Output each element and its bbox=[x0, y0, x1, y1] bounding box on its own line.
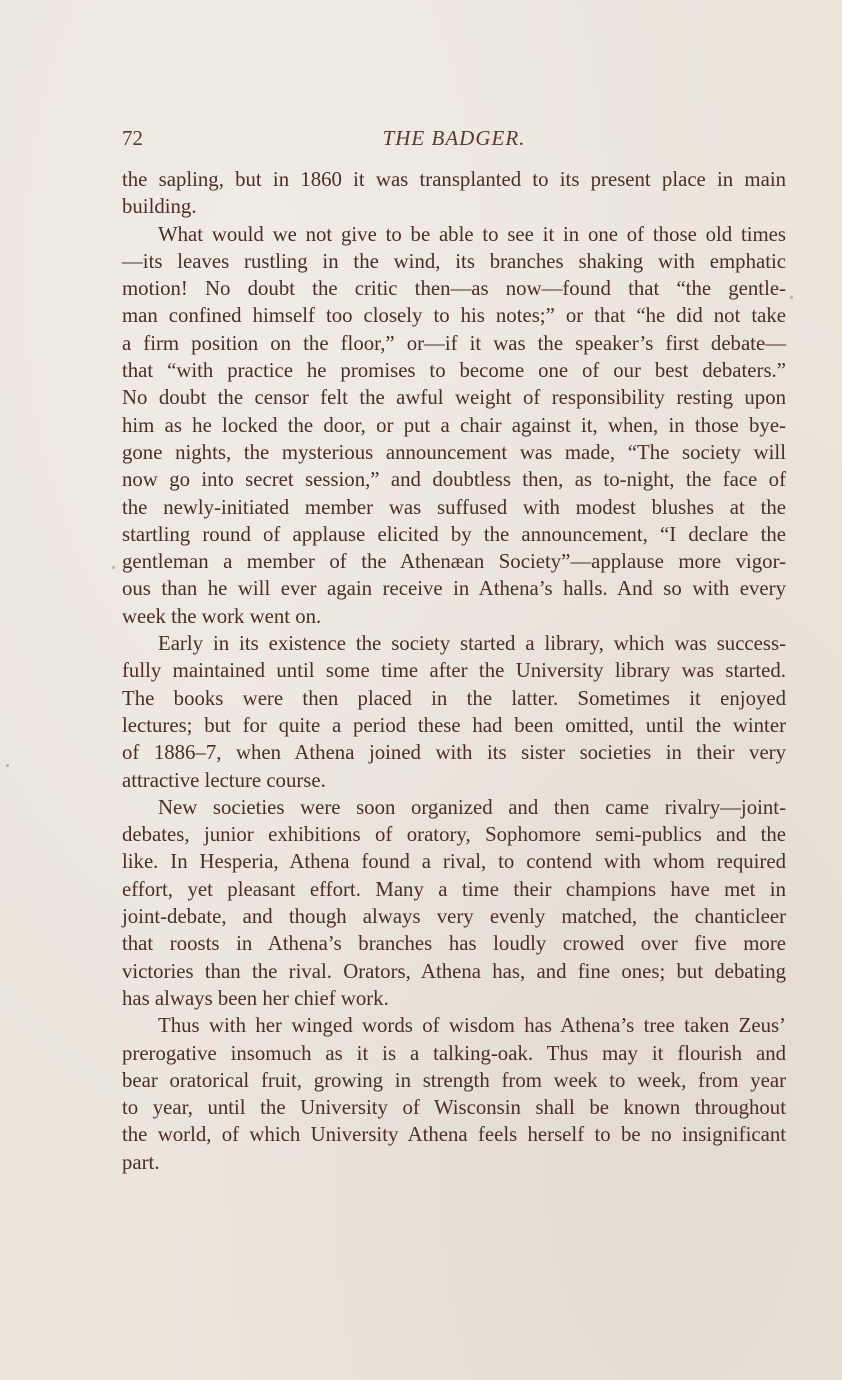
text-line: a firm position on the floor,” or—if it was the speaker’s first debate— bbox=[122, 331, 786, 355]
text-line: like. In Hesperia, Athena found a rival, to contend with whom required bbox=[122, 850, 786, 874]
text-line: building. bbox=[122, 195, 197, 219]
paragraph bbox=[122, 630, 786, 794]
text-line: man confined himself too closely to his notes;” or that “he did not take bbox=[122, 304, 786, 328]
running-title: THE BADGER. bbox=[382, 126, 526, 150]
paragraph bbox=[122, 166, 786, 221]
paragraph bbox=[122, 794, 786, 1012]
text-line: has always been her chief work. bbox=[122, 986, 389, 1010]
text-line: of 1886–7, when Athena joined with its sister societies in their very bbox=[122, 741, 786, 765]
body-text bbox=[122, 166, 786, 1176]
text-line: the sapling, but in 1860 it was transplanted to its present place in main bbox=[122, 168, 786, 191]
text-line: ous than he will ever again receive in Athena’s halls. And so with every bbox=[122, 577, 786, 601]
text-line: debates, junior exhibitions of oratory, Sophomore semi-publics and the bbox=[122, 823, 786, 847]
text-line: gone nights, the mysterious announcement was made, “The society will bbox=[122, 440, 786, 464]
text-line: to year, until the University of Wisconsin shall be known throughout bbox=[122, 1096, 786, 1120]
text-line: prerogative insomuch as it is a talking-oak. Thus may it flourish and bbox=[122, 1041, 786, 1065]
text-line: No doubt the censor felt the awful weight of responsibility resting upon bbox=[122, 386, 786, 410]
text-line: startling round of applause elicited by the announcement, “I declare the bbox=[122, 522, 786, 546]
text-line: attractive lecture course. bbox=[122, 768, 326, 792]
paper-speck bbox=[790, 296, 793, 299]
paper-speck bbox=[6, 764, 9, 767]
text-line: motion! No doubt the critic then—as now—found that “the gentle- bbox=[122, 277, 786, 301]
text-line: fully maintained until some time after the University library was started. bbox=[122, 659, 786, 683]
text-line: The books were then placed in the latter. Sometimes it enjoyed bbox=[122, 686, 786, 710]
text-line: Thus with her winged words of wisdom has Athena’s tree taken Zeus’ bbox=[158, 1014, 786, 1038]
text-line: the newly-initiated member was suffused with modest blushes at the bbox=[122, 495, 786, 519]
text-line: the world, of which University Athena feels herself to be no insignificant bbox=[122, 1123, 786, 1147]
text-line: now go into secret session,” and doubtless then, as to-night, the face of bbox=[122, 468, 786, 492]
paper-speck bbox=[112, 566, 115, 569]
text-line: that “with practice he promises to become one of our best debaters.” bbox=[122, 359, 786, 383]
text-line: effort, yet pleasant effort. Many a time their champions have met in bbox=[122, 877, 786, 901]
text-line: victories than the rival. Orators, Athena has, and fine ones; but debating bbox=[122, 959, 786, 983]
paragraph bbox=[122, 221, 786, 630]
text-line: Early in its existence the society started a library, which was success- bbox=[158, 632, 786, 656]
text-line: gentleman a member of the Athenæan Society”—applause more vigor- bbox=[122, 550, 786, 574]
text-line: part. bbox=[122, 1150, 160, 1174]
text-line: him as he locked the door, or put a chair against it, when, in those bye- bbox=[122, 413, 786, 437]
text-line: lectures; but for quite a period these had been omitted, until the winter bbox=[122, 713, 786, 737]
text-line: bear oratorical fruit, growing in strength from week to week, from year bbox=[122, 1068, 786, 1092]
text-line: New societies were soon organized and then came rivalry—joint- bbox=[158, 795, 786, 819]
page-number: 72 bbox=[122, 126, 143, 150]
page-header bbox=[122, 126, 786, 154]
text-line: —its leaves rustling in the wind, its branches shaking with emphatic bbox=[122, 249, 786, 273]
paragraph bbox=[122, 1012, 786, 1176]
text-line: that roosts in Athena’s branches has loudly crowed over five more bbox=[122, 932, 786, 956]
text-line: week the work went on. bbox=[122, 604, 322, 628]
text-line: What would we not give to be able to see it in one of those old times bbox=[158, 222, 786, 246]
text-line: joint-debate, and though always very evenly matched, the chanticleer bbox=[122, 905, 786, 929]
